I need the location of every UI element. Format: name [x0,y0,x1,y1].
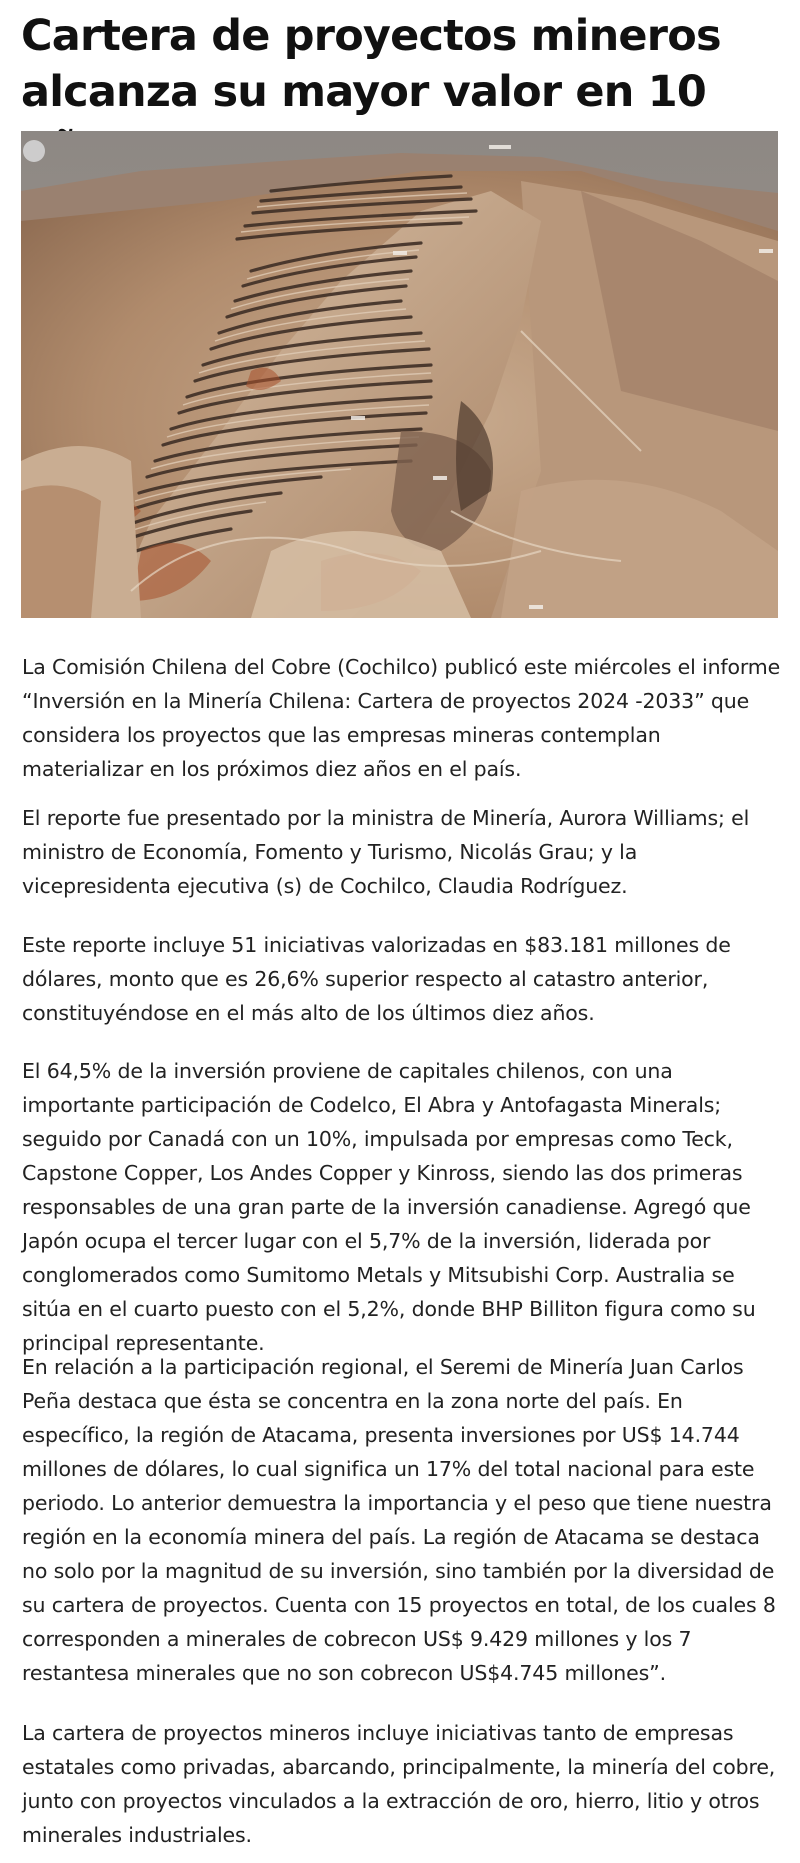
article-paragraph: La cartera de proyectos mineros incluye iniciativas tanto de empresas estatales como privadas, abarcando, principalmente, la minería del cobre, junto con proyectos vinculados a la extracción de oro, hierro, litio y otros minerales industriales. [22,1721,776,1847]
hero-image [21,131,778,618]
article-paragraph: El reporte fue presentado por la ministra de Minería, Aurora Williams; el ministro de Economía, Fomento y Turismo, Nicolás Grau; y la vicepresidenta ejecutiva (s) de Cochilco, Claudia Rodríguez. [22,806,750,898]
article-paragraph: El 64,5% de la inversión proviene de capitales chilenos, con una importante participación de Codelco, El Abra y Antofagasta Minerals; seguido por Canadá con un 10%, impulsada por empresas como Teck, Capstone Copper, Los Andes Copper y Kinross, siendo las dos primeras responsables de una gran parte de la inversión canadiense. Agregó que Japón ocupa el tercer lugar con el 5,7% de la inversión, liderada por conglomerados como Sumitomo Metals y Mitsubishi Corp. Australia se sitúa en el cuarto puesto con el 5,2%, donde BHP Billiton figura como su principal representante. [22,1059,756,1355]
article-paragraph: La Comisión Chilena del Cobre (Cochilco) publicó este miércoles el informe “Inversión en la Minería Chilena: Cartera de proyectos 2024 -2033” que considera los proyectos que las empresas mineras contemplan materializar en los próximos diez años en el país. [22,655,781,781]
article-title: Cartera de proyectos mineros alcanza su mayor valor en 10 [21,11,721,117]
article-paragraph: Este reporte incluye 51 iniciativas valorizadas en $83.181 millones de dólares, monto que es 26,6% superior respecto al catastro anterior, constituyéndose en el más alto de los últimos diez años. [22,933,731,1025]
open-pit-mine-photo [21,131,778,618]
article-paragraph: En relación a la participación regional, el Seremi de Minería Juan Carlos Peña destaca que ésta se concentra en la zona norte del país. En específico, la región de Atacama, presenta inversiones por US$ 14.744 millones de dólares, lo cual significa un 17% del total nacional para este periodo. Lo anterior demuestra la importancia y el peso que tiene nuestra región en la economía minera del país. La región de Atacama se destaca no solo por la magnitud de su inversión, sino también por la diversidad de su cartera de proyectos. Cuenta con 15 proyectos en total, de los cuales 8 corresponden a minerales de cobrecon US$ 9.429 millones y los 7 restantesa minerales que no son cobrecon US$4.745 millones”. [22,1355,776,1685]
